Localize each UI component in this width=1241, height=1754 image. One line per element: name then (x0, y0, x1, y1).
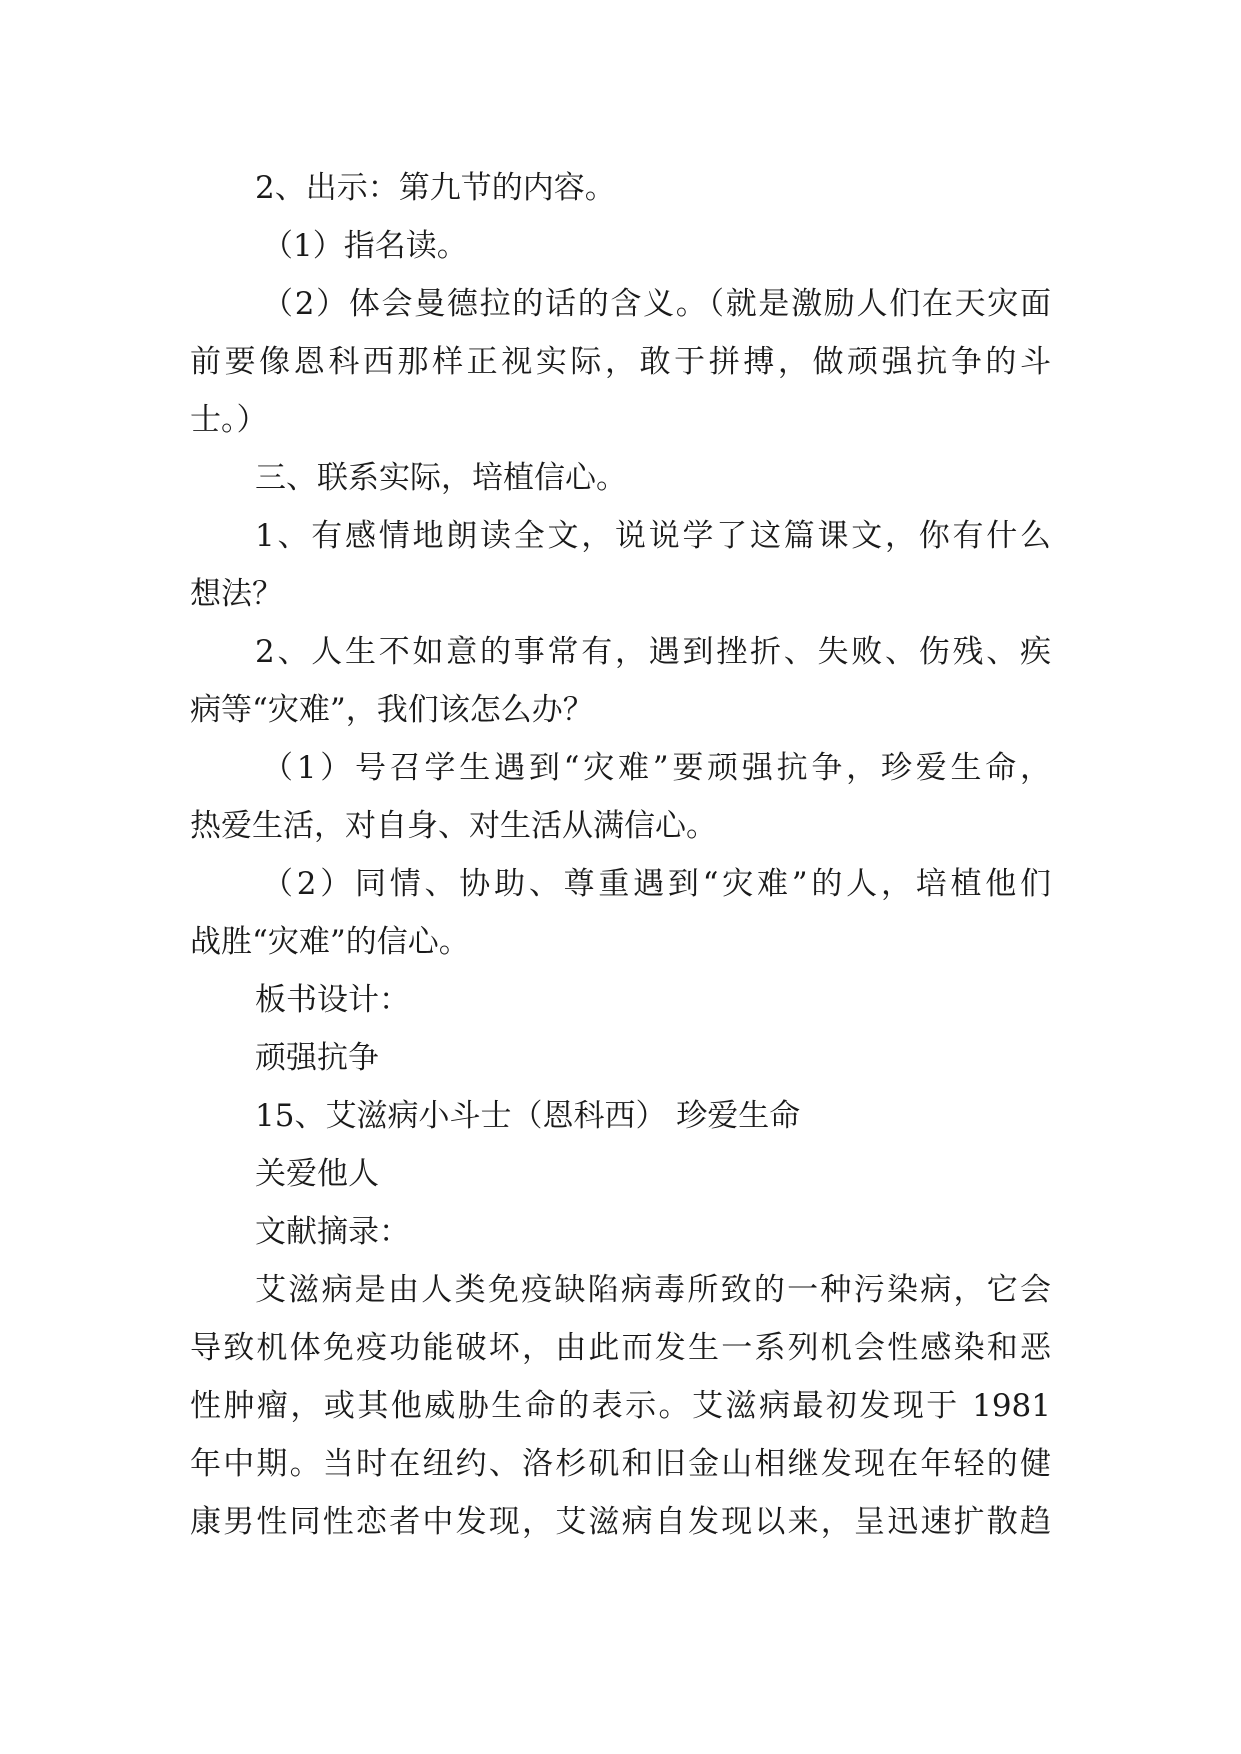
item-2-show-section-nine: 2、出示：第九节的内容。 (255, 170, 616, 206)
excerpt-line-2: 导致机体免疫功能破坏，由此而发生一系列机会性感染和恶 (190, 1330, 1051, 1366)
excerpt-line-5: 康男性同性恋者中发现，艾滋病自发现以来，呈迅速扩散趋 (190, 1504, 1051, 1540)
blackboard-design-heading: 板书设计： (255, 982, 410, 1018)
subitem-read-by-name: （1）指名读。 (262, 228, 468, 264)
subitem-2-line-1: （2）同情、协助、尊重遇到“灾难”的人，培植他们 (262, 866, 1051, 902)
section-three-heading: 三、联系实际，培植信心。 (255, 460, 627, 496)
literature-excerpt-heading: 文献摘录： (255, 1214, 410, 1250)
subitem-1-line-1: （1）号召学生遇到“灾难”要顽强抗争，珍爱生命， (262, 750, 1051, 786)
subitem-meaning-line-1: （2）体会曼德拉的话的含义。（就是激励人们在天灾面 (262, 286, 1051, 322)
item-1-line-1: 1、有感情地朗读全文，说说学了这篇课文，你有什么 (255, 518, 1051, 554)
item-2-line-1: 2、人生不如意的事常有，遇到挫折、失败、伤残、疾 (255, 634, 1051, 670)
excerpt-line-3: 性肿瘤，或其他威胁生命的表示。艾滋病最初发现于 1981 (190, 1388, 1051, 1424)
item-2-line-2: 病等“灾难”，我们该怎么办？ (190, 692, 594, 728)
board-line-care-others: 关爱他人 (255, 1156, 379, 1192)
subitem-1-line-2: 热爱生活，对自身、对生活从满信心。 (190, 808, 717, 844)
subitem-meaning-line-3: 士。） (190, 402, 268, 438)
subitem-2-line-2: 战胜“灾难”的信心。 (190, 924, 470, 960)
board-line-title: 15、艾滋病小斗士（恩科西） 珍爱生命 (255, 1098, 801, 1134)
excerpt-line-4: 年中期。当时在纽约、洛杉矶和旧金山相继发现在年轻的健 (190, 1446, 1051, 1482)
board-line-persevere: 顽强抗争 (255, 1040, 379, 1076)
item-1-line-2: 想法？ (190, 576, 283, 612)
excerpt-line-1: 艾滋病是由人类免疫缺陷病毒所致的一种污染病，它会 (255, 1272, 1051, 1308)
subitem-meaning-line-2: 前要像恩科西那样正视实际，敢于拼搏，做顽强抗争的斗 (190, 344, 1051, 380)
